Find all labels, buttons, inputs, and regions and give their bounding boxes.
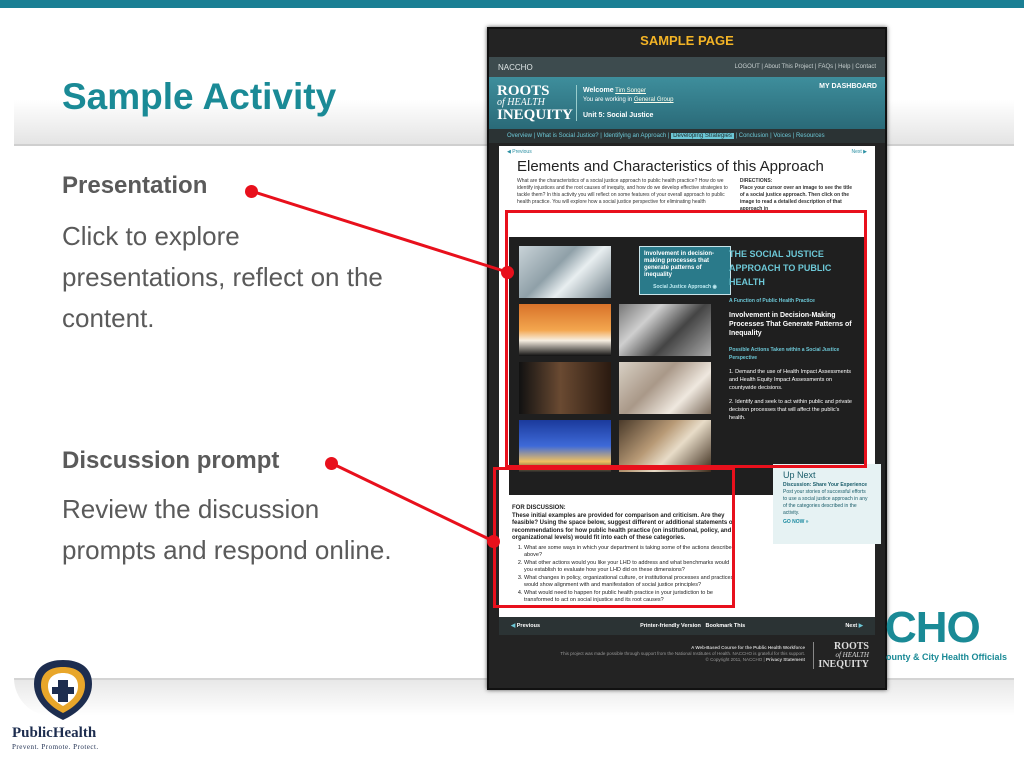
presentation-heading: Presentation — [62, 172, 208, 199]
faqs-link[interactable]: FAQs — [818, 64, 834, 70]
triangle-right-icon: ▶ — [863, 149, 867, 155]
next-link[interactable]: Next ▶ — [851, 149, 867, 155]
gallery-dot — [501, 266, 514, 279]
discussion-item: 2. What other actions would you like your LHD to address and what benchmarks would you establish to evaluate how your LHD did on these dimensions? — [524, 560, 736, 575]
presentation-connector — [251, 191, 507, 272]
nav-what-is-social-justice[interactable]: What is Social Justice? — [536, 133, 599, 139]
dashboard-link[interactable]: MY DASHBOARD — [819, 83, 877, 90]
discussion-heading: Discussion prompt — [62, 447, 280, 474]
site-top-nav: NACCHO LOGOUT | About This Project | FAQs | Help | Contact — [489, 57, 885, 77]
social-justice-approach-link[interactable]: Social Justice Approach ◉ — [653, 284, 717, 290]
public-health-shield-icon — [30, 658, 96, 722]
nav-identifying-approach[interactable]: Identifying an Approach — [603, 133, 667, 139]
intro-text: What are the characteristics of a social justice approach to public health practice? How do we identify injustices and the root causes of inequity, and how do we develop effective strategies to tackle them? In this activity you will reflect on some features of your overall approach to public health practice. You will explore how a social justice perspective for eliminating health — [517, 178, 728, 205]
bottom-next-link[interactable]: Next ▶ — [845, 623, 863, 629]
nav-resources[interactable]: Resources — [795, 133, 825, 139]
unit-label: Unit 5: Social Justice — [583, 112, 654, 119]
bottom-previous-link[interactable]: ◀ Previous — [511, 623, 540, 629]
bookmark-link[interactable]: Bookmark This — [705, 623, 746, 629]
discussion-body: Review the discussion prompts and respond online. — [62, 494, 392, 565]
naccho-tagline: ounty & City Health Officials — [886, 652, 1008, 662]
site-footer: A Web-Based Course for the Public Health Workforce This project was made possible through support from the National Institutes of Health. NACCHO is grateful for this support. © Copyright 2011, NACCHO | Privacy Statement ROOTS of HEALTH INEQUITY — [560, 641, 869, 670]
discussion-box-dot — [487, 535, 500, 548]
nav-overview[interactable]: Overview — [507, 133, 533, 139]
user-link[interactable]: Tim Songer — [615, 88, 646, 94]
logout-link[interactable]: LOGOUT — [734, 64, 760, 70]
sample-page-banner: SAMPLE PAGE — [640, 33, 734, 48]
course-nav: Overview | What is Social Justice? | Identifying an Approach | Developing Strategies | Conclusion | Voices | Resources — [489, 129, 885, 143]
go-now-link[interactable]: GO NOW » — [783, 519, 809, 525]
contact-link[interactable]: Contact — [855, 64, 876, 70]
help-link[interactable]: Help — [838, 64, 851, 70]
privacy-link[interactable]: Privacy Statement — [765, 657, 805, 662]
approach-panel: THE SOCIAL JUSTICE APPROACH TO PUBLIC HEALTH A Function of Public Health Practice Involvement in Decision-Making Processes That Generate Patterns of Inequality Possible Actions Taken within a Social Justice Perspective 1. Demand the use of Health Impact Assessments and Health Equity Impact Assessments on countywide decisions. 2. Identify and seek to act within public and private decision processes that will affect the public's health. — [729, 247, 857, 422]
circle-icon: ◉ — [712, 284, 717, 290]
nav-conclusion[interactable]: Conclusion — [738, 133, 769, 139]
discussion-block: FOR DISCUSSION: These initial examples are provided for comparison and criticism. Are they feasible? Using the space below, suggest different or additional statements or recommendations for how public health practice (on institutional, policy, and organizational levels) would fit into each of these categories. 1. What are some ways in which your department is taking some of the actions described above? 2. What other actions would you like your LHD to address and what benchmarks would you establish to evaluate how your LHD did on these dimensions? 3. What changes in policy, organizational culture, or institutional processes and practices would show alignment with and manifestation of social justice principles? 4. What would need to happen for public health practice in your jurisdiction to be transformed to act on social injustice and its root causes? — [509, 502, 739, 620]
discussion-dot — [325, 457, 338, 470]
welcome-block: Welcome Tim Songer You are working in General Group Unit 5: Social Justice — [583, 87, 674, 119]
nav-voices[interactable]: Voices — [773, 133, 792, 139]
about-link[interactable]: About This Project — [764, 64, 814, 70]
presentation-dot — [245, 185, 258, 198]
triangle-left-icon: ◀ — [511, 623, 516, 629]
discussion-item: 1. What are some ways in which your department is taking some of the actions described above? — [524, 545, 736, 560]
discussion-connector — [331, 463, 493, 541]
site-brand: NACCHO — [498, 62, 533, 72]
nav-developing-strategies[interactable]: Developing Strategies — [673, 133, 732, 139]
discussion-item: 4. What would need to happen for public health practice in your jurisdiction to be transformed to act on social injustice and its root causes? — [524, 590, 736, 605]
discussion-item: 3. What changes in policy, organizational culture, or institutional processes and practices would show alignment with and manifestation of social justice principles? — [524, 575, 736, 590]
directions-text: DIRECTIONS: Place your cursor over an image to see the title of a social justice approach. Then click on the image to read a detailed description of that approach in — [739, 178, 853, 212]
slide-title: Sample Activity — [62, 76, 337, 117]
triangle-right-icon: ▶ — [858, 623, 863, 629]
previous-link[interactable]: ◀ Previous — [507, 149, 532, 155]
triangle-left-icon: ◀ — [507, 149, 511, 155]
naccho-logo: CHO — [885, 603, 980, 652]
public-health-tagline: Prevent. Promote. Protect. — [12, 743, 99, 751]
roots-logo: ROOTS of HEALTH INEQUITY — [497, 85, 577, 121]
footer-roots-logo: ROOTS of HEALTH INEQUITY — [813, 642, 869, 669]
public-health-logo-text: PublicHealth — [12, 725, 97, 741]
up-next-box: Up Next Discussion: Share Your Experience Post your stories of successful efforts to use a social justice approach in any of the categories described in the activity. GO NOW » — [773, 464, 881, 544]
content-title: Elements and Characteristics of this Approach — [517, 158, 824, 175]
group-link[interactable]: General Group — [633, 97, 674, 103]
presentation-body: Click to explore presentations, reflect on the content. — [62, 221, 383, 333]
printer-friendly-link[interactable]: Printer-friendly Version — [640, 623, 701, 629]
approach-panel-title: THE SOCIAL JUSTICE APPROACH TO PUBLIC HEALTH — [729, 249, 832, 287]
approach-tooltip[interactable]: Involvement in decision-making processes that generate patterns of inequality Social Justice Approach ◉ — [639, 246, 731, 295]
